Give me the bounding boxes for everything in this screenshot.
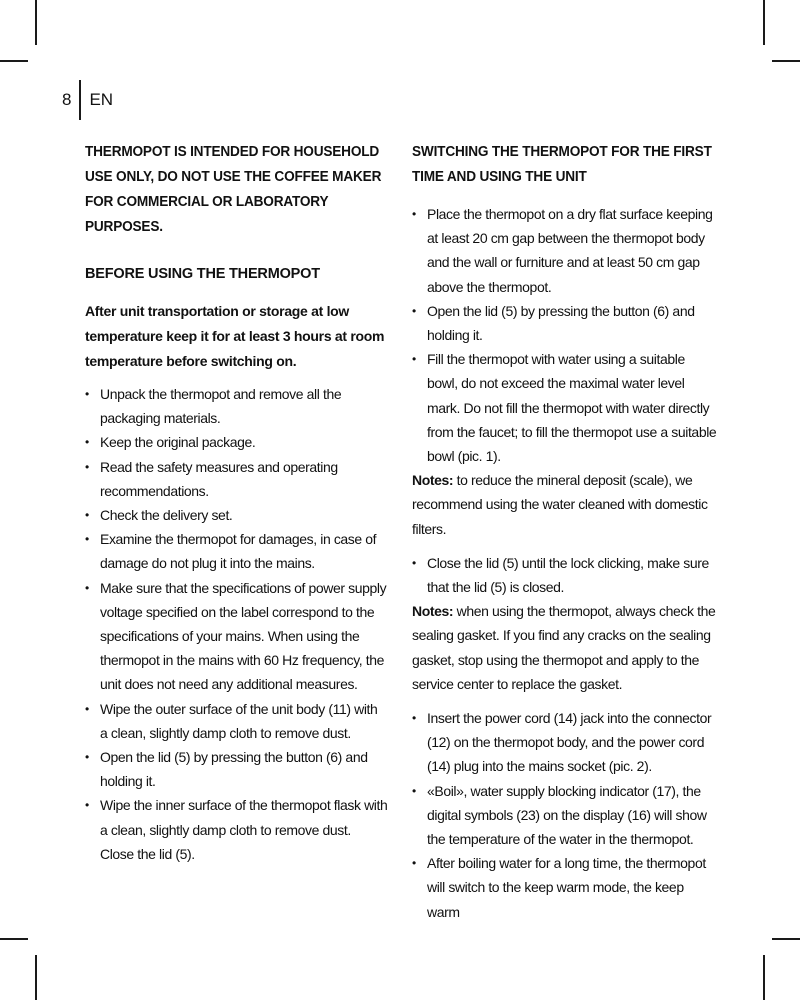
- crop-mark-bottom-right-h: [772, 938, 800, 940]
- section-heading-before-using: BEFORE USING THE THERMOPOT: [85, 266, 320, 282]
- list-item: • Fill the thermopot with water using a suitable bowl, do not exceed the maximal water level mark. Do not fill the thermopot with water directly from the faucet; to fill the thermopot use a suitable bowl (pic. 1).: [412, 347, 717, 468]
- note-label: Notes:: [412, 472, 454, 489]
- header-divider: [79, 80, 81, 120]
- crop-mark-bottom-left-h: [0, 938, 28, 940]
- lid-list: [412, 551, 717, 599]
- list-item: • Examine the thermopot for damages, in case of damage do not plug it into the mains.: [85, 527, 388, 575]
- list-item: • Wipe the inner surface of the thermopot flask with a clean, slightly damp cloth to remove dust. Close the lid (5).: [85, 793, 388, 866]
- page-header: [62, 80, 113, 120]
- crop-mark-top-left: [35, 0, 37, 45]
- list-item: • Open the lid (5) by pressing the button (6) and holding it.: [85, 745, 388, 793]
- list-item: • Insert the power cord (14) jack into the connector (12) on the thermopot body, and the power cord (14) plug into the mains socket (pic. 2).: [412, 706, 717, 779]
- list-item: • Open the lid (5) by pressing the button (6) and holding it.: [412, 299, 717, 347]
- power-list: [412, 706, 717, 924]
- note-gasket: [412, 599, 717, 696]
- note-text: to reduce the mineral deposit (scale), we recommend using the water cleaned with domestic filters.: [412, 472, 708, 537]
- list-item: • Wipe the outer surface of the unit body (11) with a clean, slightly damp cloth to remove dust.: [85, 697, 388, 745]
- first-use-list: [412, 202, 717, 468]
- page-number: 8: [62, 90, 72, 109]
- crop-mark-top-left-h: [0, 60, 28, 62]
- list-item: • Read the safety measures and operating recommendations.: [85, 455, 388, 503]
- crop-mark-bottom-left: [35, 955, 37, 1000]
- list-item: • After boiling water for a long time, the thermopot will switch to the keep warm mode, the keep warm: [412, 851, 717, 924]
- list-item: • Unpack the thermopot and remove all the packaging materials.: [85, 382, 388, 430]
- crop-mark-top-right: [763, 0, 765, 45]
- left-column: [85, 140, 388, 866]
- preparation-list: [85, 382, 388, 866]
- note-label: Notes:: [412, 603, 454, 620]
- crop-mark-bottom-right: [763, 955, 765, 1000]
- list-item: • Make sure that the specifications of power supply voltage specified on the label correspond to the specifications of your mains. When using the thermopot in the mains with 60 Hz frequency, the unit does not need any additional measures.: [85, 576, 388, 697]
- intro-notice: THERMOPOT IS INTENDED FOR HOUSEHOLD USE ONLY, DO NOT USE THE COFFEE MAKER FOR COMMERCIAL OR LABORATORY PURPOSES.: [85, 144, 382, 235]
- language-code: EN: [89, 90, 114, 109]
- list-item: • «Boil», water supply blocking indicator (17), the digital symbols (23) on the display (16) will show the temperature of the water in the thermopot.: [412, 779, 717, 852]
- note-scale: [412, 468, 717, 541]
- note-text: when using the thermopot, always check the sealing gasket. If you find any cracks on the sealing gasket, stop using the thermopot and apply to the service center to replace the gasket.: [412, 603, 716, 692]
- list-item: • Place the thermopot on a dry flat surface keeping at least 20 cm gap between the thermopot body and the wall or furniture and at least 50 cm gap above the thermopot.: [412, 202, 717, 299]
- crop-mark-top-right-h: [772, 60, 800, 62]
- list-item: • Keep the original package.: [85, 430, 388, 454]
- list-item: • Close the lid (5) until the lock clicking, make sure that the lid (5) is closed.: [412, 551, 717, 599]
- list-item: • Check the delivery set.: [85, 503, 388, 527]
- right-column: [412, 140, 717, 924]
- transport-warning: After unit transportation or storage at low temperature keep it for at least 3 hours at room temperature before switching on.: [85, 303, 385, 369]
- section-heading-first-use: SWITCHING THE THERMOPOT FOR THE FIRST TIME AND USING THE UNIT: [412, 144, 712, 185]
